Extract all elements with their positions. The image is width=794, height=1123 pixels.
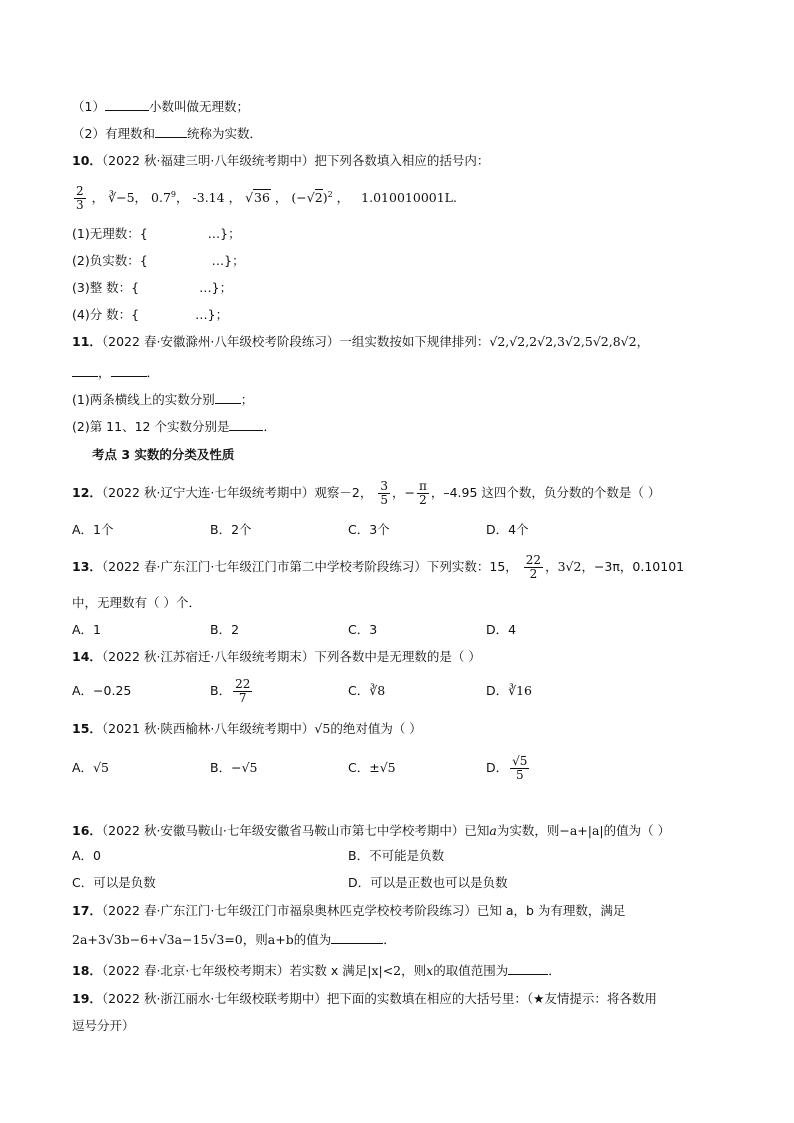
option-d[interactable]: D．∛16 [486, 683, 533, 698]
option-d[interactable]: D．4个 [486, 522, 529, 537]
option-c[interactable]: C．可以是负数 [72, 875, 156, 890]
answer-blank[interactable] [155, 124, 187, 138]
line-1 [72, 97, 249, 116]
option-b[interactable]: B．−√5 [210, 760, 258, 775]
item-label: （1） [72, 99, 105, 114]
answer-blank[interactable] [105, 97, 149, 111]
answer-blank[interactable] [508, 961, 548, 975]
question-11-blanks: ， ． [72, 363, 159, 382]
option-d[interactable]: D．可以是正数也可以是负数 [348, 875, 508, 890]
question-12: 12．（2022 秋·辽宁大连·七年级统考期中）观察－2， $\frac{3}{5}$ ，− $\frac{\pi}{2}$ ，–4.95 这四个数，负分数的个数是（ ） [72, 479, 661, 507]
fraction-22-over-2: $\frac{22}{2}$ [525, 553, 542, 581]
option-b[interactable]: B．2 [210, 622, 240, 637]
option-a[interactable]: A．√5 [72, 760, 109, 775]
set-row-4: (4)分 数：{ …}； [72, 307, 229, 322]
question-19: 19．（2022 秋·浙江丽水·七年级校联考期中）把下面的实数填在相应的大括号里：（★友情提示：将各数用 [72, 991, 657, 1006]
fraction-pi-half: $\frac{\pi}{2}$ [418, 479, 427, 507]
option-b[interactable]: B．2个 [210, 522, 252, 537]
cube-root-value: ∛−5 [108, 190, 135, 206]
set-row-3: (3)整 数：{ …}； [72, 280, 233, 295]
answer-blank[interactable] [331, 930, 383, 944]
question-15: 15．（2021 秋·陕西榆林·八年级统考期中）√5的绝对值为（ ） [72, 721, 422, 736]
question-11-part1: (1)两条横线上的实数分别 ； [72, 392, 254, 407]
option-b[interactable]: B．不可能是负数 [348, 848, 445, 863]
question-text: （2022 秋·福建三明·八年级统考期中）把下列各数填入相应的括号内： [101, 153, 490, 168]
answer-blank[interactable] [111, 363, 147, 377]
sequence: √2,√2,2√2,3√2,5√2,8√2， [489, 334, 650, 349]
option-c[interactable]: C．∛8 [348, 683, 386, 698]
question-11: 11．（2022 春·安徽滁州·八年级校考阶段练习）一组实数按如下规律排列：√2,√2,2√2,3√2,5√2,8√2， [72, 334, 650, 349]
nonrepeating-decimal: 1.010010001L. [361, 190, 457, 206]
question-19-line2: 逗号分开） [72, 1018, 135, 1033]
option-a[interactable]: A．−0.25 [72, 683, 132, 698]
answer-blank[interactable] [72, 363, 98, 377]
question-17: 17．（2022 春·广东江门·七年级江门市福泉奥林匹克学校校考阶段练习）已知 a，b 为有理数，满足 [72, 903, 626, 918]
fraction-two-thirds: $\frac{2}{3}$ [76, 184, 84, 213]
equation: 2a+3√3b−6+√3a−15√3=0 [72, 932, 243, 947]
option-a[interactable]: A．1 [72, 622, 102, 637]
question-13: 13．（2022 春·广东江门·七年级江门市第二中学校考阶段练习）下列实数：15， $\frac{22}{2}$ ，3√2，−3π，0.10101 [72, 553, 685, 581]
option-d[interactable]: D． $\frac{√5}{5}$ [486, 754, 528, 782]
question-10-numbers: $\frac{2}{3}$ ， ∛−5， $0.7^9$， -3.14 ， √36 ， $(-√2)^2$ ， 1.010010001L. [76, 184, 457, 213]
fraction-three-fifths: $\frac{3}{5}$ [380, 479, 388, 507]
answer-blank[interactable] [215, 390, 241, 404]
option-d[interactable]: D．4 [486, 622, 517, 637]
set-row-2: (2)负实数：{ …}； [72, 253, 245, 268]
question-17-line2: 2a+3√3b−6+√3a−15√3=0，则a+b的值为 ． [72, 932, 396, 947]
question-18: 18．（2022 春·北京·七年级校考期末）若实数 x 满足|x|<2，则x的取值范围为 ． [72, 963, 561, 978]
set-row-1: (1)无理数：{ …}； [72, 226, 241, 241]
option-c[interactable]: C．3个 [348, 522, 390, 537]
question-16: 16．（2022 秋·安徽马鞍山·七年级安徽省马鞍山市第七中学校考期中）已知a为实数，则−a+|a|的值为（ ） [72, 823, 671, 838]
sqrt-36: √36 [245, 190, 270, 206]
question-13-line2: 中，无理数有（ ）个． [72, 595, 201, 610]
option-c[interactable]: C．3 [348, 622, 378, 637]
question-11-part2: (2)第 11、12 个实数分别是 ． [72, 419, 276, 434]
question-14: 14．（2022 秋·江苏宿迁·八年级统考期末）下列各数中是无理数的是（ ） [72, 649, 481, 664]
item-text: （2）有理数和 [72, 126, 155, 141]
item-text: 统称为实数． [186, 126, 262, 141]
repeating-decimal: $0.7^9$ [151, 190, 177, 206]
negative-decimal: -3.14 [192, 190, 225, 206]
option-a[interactable]: A．1个 [72, 522, 114, 537]
question-number: 10． [72, 153, 102, 168]
line-2 [72, 124, 262, 143]
section-heading: 考点 3 实数的分类及性质 [92, 447, 235, 462]
item-text: 小数叫做无理数； [148, 99, 249, 114]
option-b[interactable]: B． $\frac{22}{7}$ [210, 677, 251, 705]
question-10 [72, 152, 489, 170]
answer-blank[interactable] [229, 417, 263, 431]
option-c[interactable]: C．±√5 [348, 760, 396, 775]
option-a[interactable]: A．0 [72, 848, 102, 863]
paren-neg-sqrt2-squared: $(-√2)^2$ [291, 190, 333, 206]
